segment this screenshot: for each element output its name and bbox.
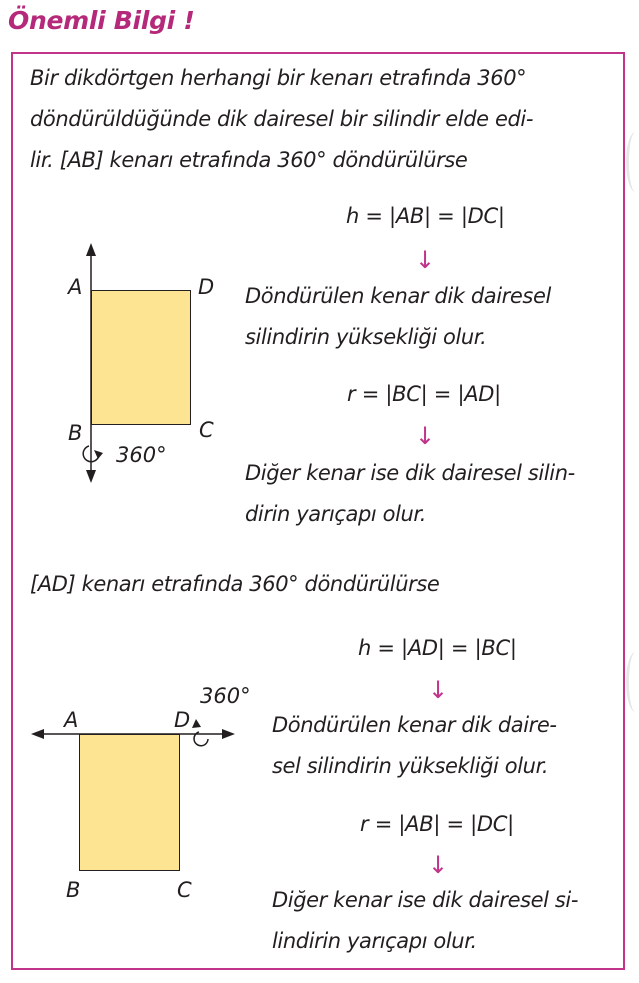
h-text-2: sel silindirin yüksekliği olur. [272, 754, 549, 778]
page-edge-mark [626, 132, 639, 192]
label-B: B [66, 878, 81, 902]
r-formula: r = |AB| = |DC| [360, 812, 514, 836]
h-text-2: silindirin yüksekliği olur. [245, 325, 487, 349]
section-2-heading: [AD] kenarı etrafında 360° döndürülürse [30, 572, 440, 596]
axis-arrow-left [31, 729, 44, 739]
axis-arrow-right [222, 729, 235, 739]
h-text-1: Döndürülen kenar dik dairesel [245, 284, 551, 308]
label-A: A [68, 275, 83, 299]
r-text-1: Diğer kenar ise dik dairesel silin- [245, 461, 575, 485]
intro-line-3: lir. [AB] kenarı etrafında 360° döndürülürse [30, 148, 468, 172]
r-text-1: Diğer kenar ise dik dairesel si- [272, 888, 579, 912]
h-formula: h = |AB| = |DC| [346, 204, 505, 228]
label-A: A [64, 708, 79, 732]
rotation-arrowhead [192, 719, 201, 728]
intro-line-2: döndürüldüğünde dik dairesel bir silindir elde edi- [30, 107, 534, 131]
down-arrow-icon: ↓ [428, 851, 449, 879]
label-C: C [199, 418, 214, 442]
r-formula: r = |BC| = |AD| [347, 382, 501, 406]
label-D: D [198, 275, 215, 299]
angle-label: 360° [200, 684, 251, 708]
down-arrow-icon: ↓ [415, 422, 436, 450]
label-C: C [177, 878, 192, 902]
h-text-1: Döndürülen kenar dik daire- [272, 713, 557, 737]
label-B: B [68, 421, 83, 445]
page-title: Önemli Bilgi ! [8, 6, 195, 35]
r-text-2: lindirin yarıçapı olur. [272, 929, 477, 953]
page-edge-mark [626, 652, 639, 712]
r-text-2: dirin yarıçapı olur. [245, 502, 427, 526]
label-D: D [174, 708, 191, 732]
angle-label: 360° [116, 443, 167, 467]
intro-line-1: Bir dikdörtgen herhangi bir kenarı etrafında 360° [30, 66, 527, 90]
down-arrow-icon: ↓ [428, 676, 449, 704]
h-formula: h = |AD| = |BC| [358, 636, 517, 660]
down-arrow-icon: ↓ [415, 246, 436, 274]
